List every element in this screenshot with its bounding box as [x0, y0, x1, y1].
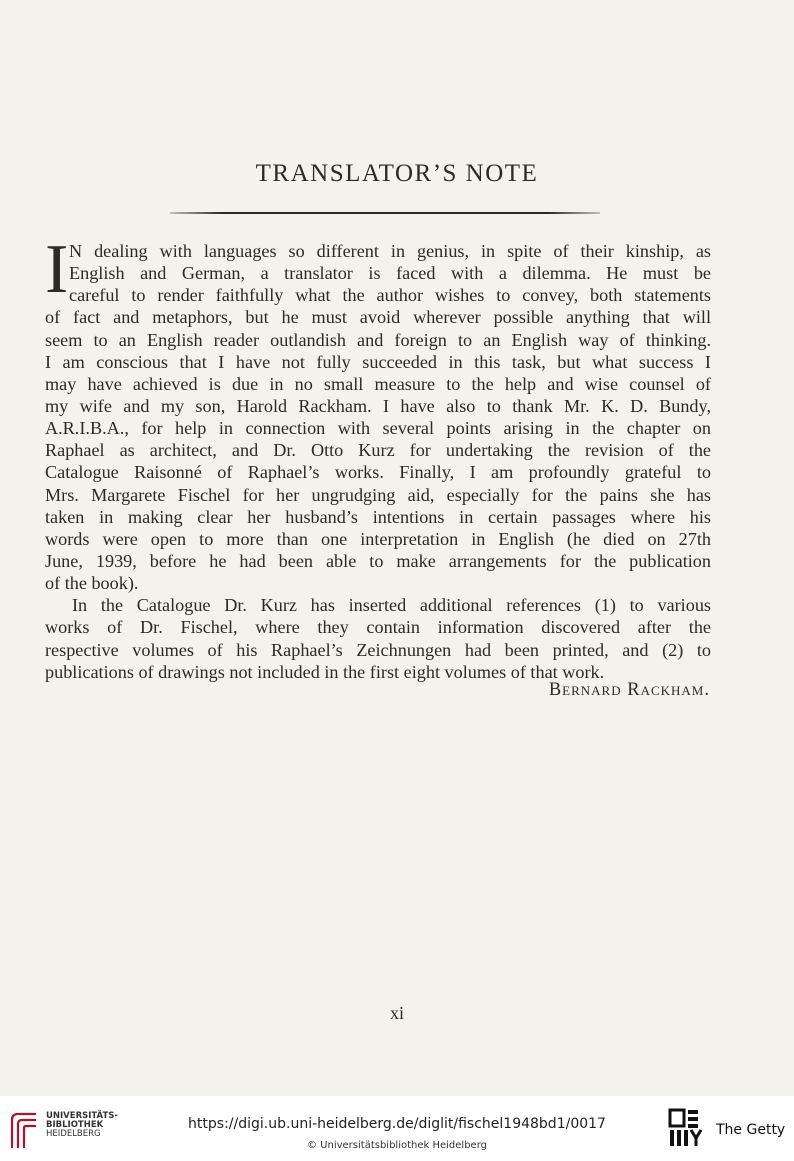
text-line: respective volumes of his Raphael’s Zeichnungen had been printed, and (2) to: [45, 639, 711, 660]
text-line: English and German, a translator is faced with a dilemma. He must be: [69, 263, 711, 284]
page-number: xi: [389, 1003, 404, 1023]
text-line: my wife and my son, Harold Rackham. I have also to thank Mr. K. D. Bundy,: [45, 395, 711, 416]
text-line: may have achieved is due in no small measure to the help and wise counsel of: [45, 373, 711, 394]
footer-bar: [0, 1096, 794, 1161]
text-line: careful to render faithfully what the author wishes to convey, both statements: [69, 285, 711, 306]
page-title: TRANSLATOR’S NOTE: [255, 160, 539, 187]
library-line-1: UNIVERSITÄTS-: [46, 1111, 118, 1121]
text-line: June, 1939, before he had been able to make arrangements for the publication: [45, 550, 711, 571]
drop-cap: I: [45, 231, 69, 308]
text-line: Catalogue Raisonné of Raphael’s works. Finally, I am profoundly grateful to: [45, 462, 711, 483]
note-body: [45, 231, 711, 683]
sponsor-name: The Getty: [716, 1122, 786, 1138]
copyright-notice: © Universitätsbibliothek Heidelberg: [306, 1140, 487, 1151]
text-line: of the book).: [45, 573, 139, 594]
text-line: N dealing with languages so different in genius, in spite of their kinship, as: [69, 241, 711, 261]
text-line: taken in making clear her husband’s intentions in certain passages where his: [45, 506, 711, 527]
text-line: of fact and metaphors, but he must avoid wherever possible anything that will: [45, 307, 711, 328]
text-line: Raphael as architect, and Dr. Otto Kurz for undertaking the revision of the: [45, 440, 711, 461]
library-line-3: HEIDELBERG: [46, 1129, 101, 1139]
text-line: I am conscious that I have not fully succeeded in this task, but what success I: [45, 351, 711, 372]
signature: Bernard Rackham.: [548, 680, 710, 700]
text-line: works of Dr. Fischel, where they contain information discovered after the: [45, 617, 711, 638]
text-line: seem to an English reader outlandish and foreign to an English way of thinking.: [45, 329, 711, 350]
permalink[interactable]: https://digi.ub.uni-heidelberg.de/diglit/fischel1948bd1/0017: [188, 1116, 606, 1132]
text-line: words were open to more than one interpretation in English (he died on 27th: [45, 528, 711, 549]
title-rule: [170, 212, 600, 214]
text-line: Mrs. Margarete Fischel for her ungrudging aid, especially for the pains she has: [45, 484, 711, 505]
text-line: publications of drawings not included in the first eight volumes of that work.: [45, 661, 605, 682]
text-lines: [45, 231, 711, 683]
text-line: A.R.I.B.A., for help in connection with several points arising in the chapter on: [45, 418, 711, 439]
getty-logo-icon: [668, 1108, 704, 1148]
library-line-2: BIBLIOTHEK: [46, 1120, 104, 1130]
text-line: In the Catalogue Dr. Kurz has inserted additional references (1) to various: [72, 595, 711, 616]
